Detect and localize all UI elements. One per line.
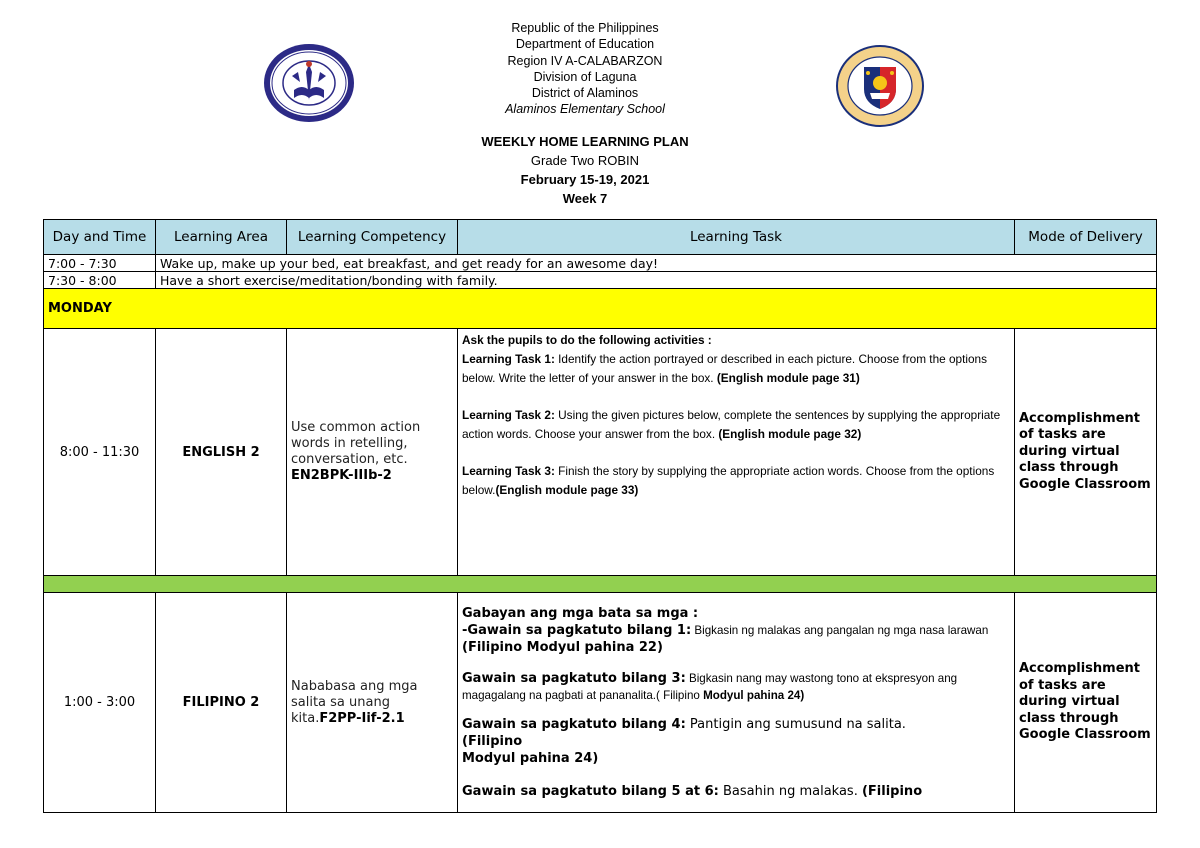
filipino-task-cell: [458, 593, 1015, 813]
header-republic: Republic of the Philippines: [511, 21, 659, 35]
green-separator: [44, 576, 1157, 593]
task-text: Bigkasin nang may wastong tono at ekspresyon ang magagalang na pagbati at pananalita.( Filipino: [462, 672, 958, 702]
task-ref: (Filipino Modyul pahina 22): [462, 640, 663, 655]
english-time: 8:00 - 11:30: [44, 329, 156, 576]
english-code: EN2BPK-IIIb-2: [291, 468, 392, 483]
filipino-mode: Accomplishment of tasks are during virtual class through Google Classroom: [1015, 593, 1157, 813]
filipino-gawain-5: [462, 783, 1010, 800]
filipino-competency: Nababasa ang mga salita sa unang kita.: [291, 678, 418, 726]
letterhead: [385, 20, 785, 118]
task-label: Gawain sa pagkatuto bilang 5 at 6:: [462, 784, 719, 799]
task-ref: (Filipino: [462, 734, 523, 749]
english-mode: Accomplishment of tasks are during virtual class through Google Classroom: [1015, 329, 1157, 576]
task-text: Using the given pictures below, complete the sentences by supplying the appropriate action words. Choose your answer from the box.: [462, 408, 1001, 441]
english-task-intro: Ask the pupils to do the following activities :: [462, 333, 712, 347]
task-label: Learning Task 1:: [462, 352, 555, 366]
english-area: ENGLISH 2: [156, 329, 287, 576]
header-day-time: Day and Time: [44, 220, 156, 255]
task-text: Bigkasin ng malakas ang pangalan ng mga nasa larawan: [691, 624, 989, 637]
table-header-row: [44, 220, 1157, 255]
header-region: Region IV A-CALABARZON: [507, 53, 663, 68]
date-range: February 15-19, 2021: [520, 172, 650, 187]
header-learning-area: Learning Area: [156, 220, 287, 255]
routine-activity: Wake up, make up your bed, eat breakfast, and get ready for an awesome day!: [156, 255, 1157, 272]
filipino-time: 1:00 - 3:00: [44, 593, 156, 813]
school-seal-logo: [262, 42, 356, 124]
task-label: Learning Task 3:: [462, 464, 555, 478]
filipino-code: F2PP-Iif-2.1: [319, 710, 405, 726]
header-learning-competency: Learning Competency: [287, 220, 458, 255]
task-text: Pantigin ang sumusund na salita.: [685, 717, 906, 732]
task-label: Gawain sa pagkatuto bilang 4:: [462, 717, 686, 732]
routine-time: 7:00 - 7:30: [44, 255, 156, 272]
table-row: [44, 272, 1157, 289]
task-ref: (English module page 33): [495, 483, 639, 497]
task-text: Basahin ng malakas.: [718, 784, 862, 799]
task-text: Finish the story by supplying the appropriate action words. Choose from the options below.: [462, 464, 995, 497]
routine-time: 7:30 - 8:00: [44, 272, 156, 289]
english-competency: Use common action words in retelling, conversation, etc.: [291, 420, 421, 467]
filipino-gawain-3: [462, 670, 1010, 704]
header-department: Department of Education: [515, 37, 655, 52]
learning-plan-table: [43, 219, 1157, 813]
task-ref: (Filipino: [861, 784, 923, 799]
english-task-cell: [458, 329, 1015, 576]
filipino-area: FILIPINO 2: [156, 593, 287, 813]
filipino-competency-cell: [287, 593, 458, 813]
task-ref: Modyul pahina 24): [703, 689, 805, 702]
english-task-3: [462, 462, 1010, 500]
task-text: Identify the action portrayed or described in each picture. Choose from the options below. Write the letter of your answer in the box.: [462, 352, 988, 385]
table-row: [44, 255, 1157, 272]
header-division: Division of Laguna: [533, 69, 637, 84]
table-row-english: [44, 329, 1157, 576]
task-label: -Gawain sa pagkatuto bilang 1:: [462, 623, 692, 638]
header-district: District of Alaminos: [531, 86, 639, 101]
day-label: MONDAY: [44, 289, 1157, 329]
task-ref: Modyul pahina 24): [462, 751, 599, 766]
filipino-gawain-1: [462, 622, 1010, 656]
task-ref: (English module page 31): [716, 371, 860, 385]
header-mode-of-delivery: Mode of Delivery: [1015, 220, 1157, 255]
english-task-2: [462, 406, 1010, 444]
task-label: Learning Task 2:: [462, 408, 555, 422]
filipino-task-intro: Gabayan ang mga bata sa mga :: [462, 606, 699, 621]
table-row-filipino: [44, 593, 1157, 813]
deped-seal-logo: [836, 45, 924, 127]
day-banner-row: [44, 289, 1157, 329]
task-label: Gawain sa pagkatuto bilang 3:: [462, 671, 686, 686]
week-label: Week 7: [562, 191, 608, 206]
header-school: Alaminos Elementary School: [505, 102, 665, 117]
routine-activity: Have a short exercise/meditation/bonding with family.: [156, 272, 1157, 289]
english-task-1: [462, 350, 1010, 388]
english-competency-cell: [287, 329, 458, 576]
header-learning-task: Learning Task: [458, 220, 1015, 255]
separator-row: [44, 576, 1157, 593]
plan-title: WEEKLY HOME LEARNING PLAN: [481, 134, 689, 149]
grade-section: Grade Two ROBIN: [530, 153, 640, 168]
filipino-gawain-4: [462, 716, 1010, 767]
document-titles: [385, 132, 785, 208]
task-ref: (English module page 32): [718, 427, 862, 441]
